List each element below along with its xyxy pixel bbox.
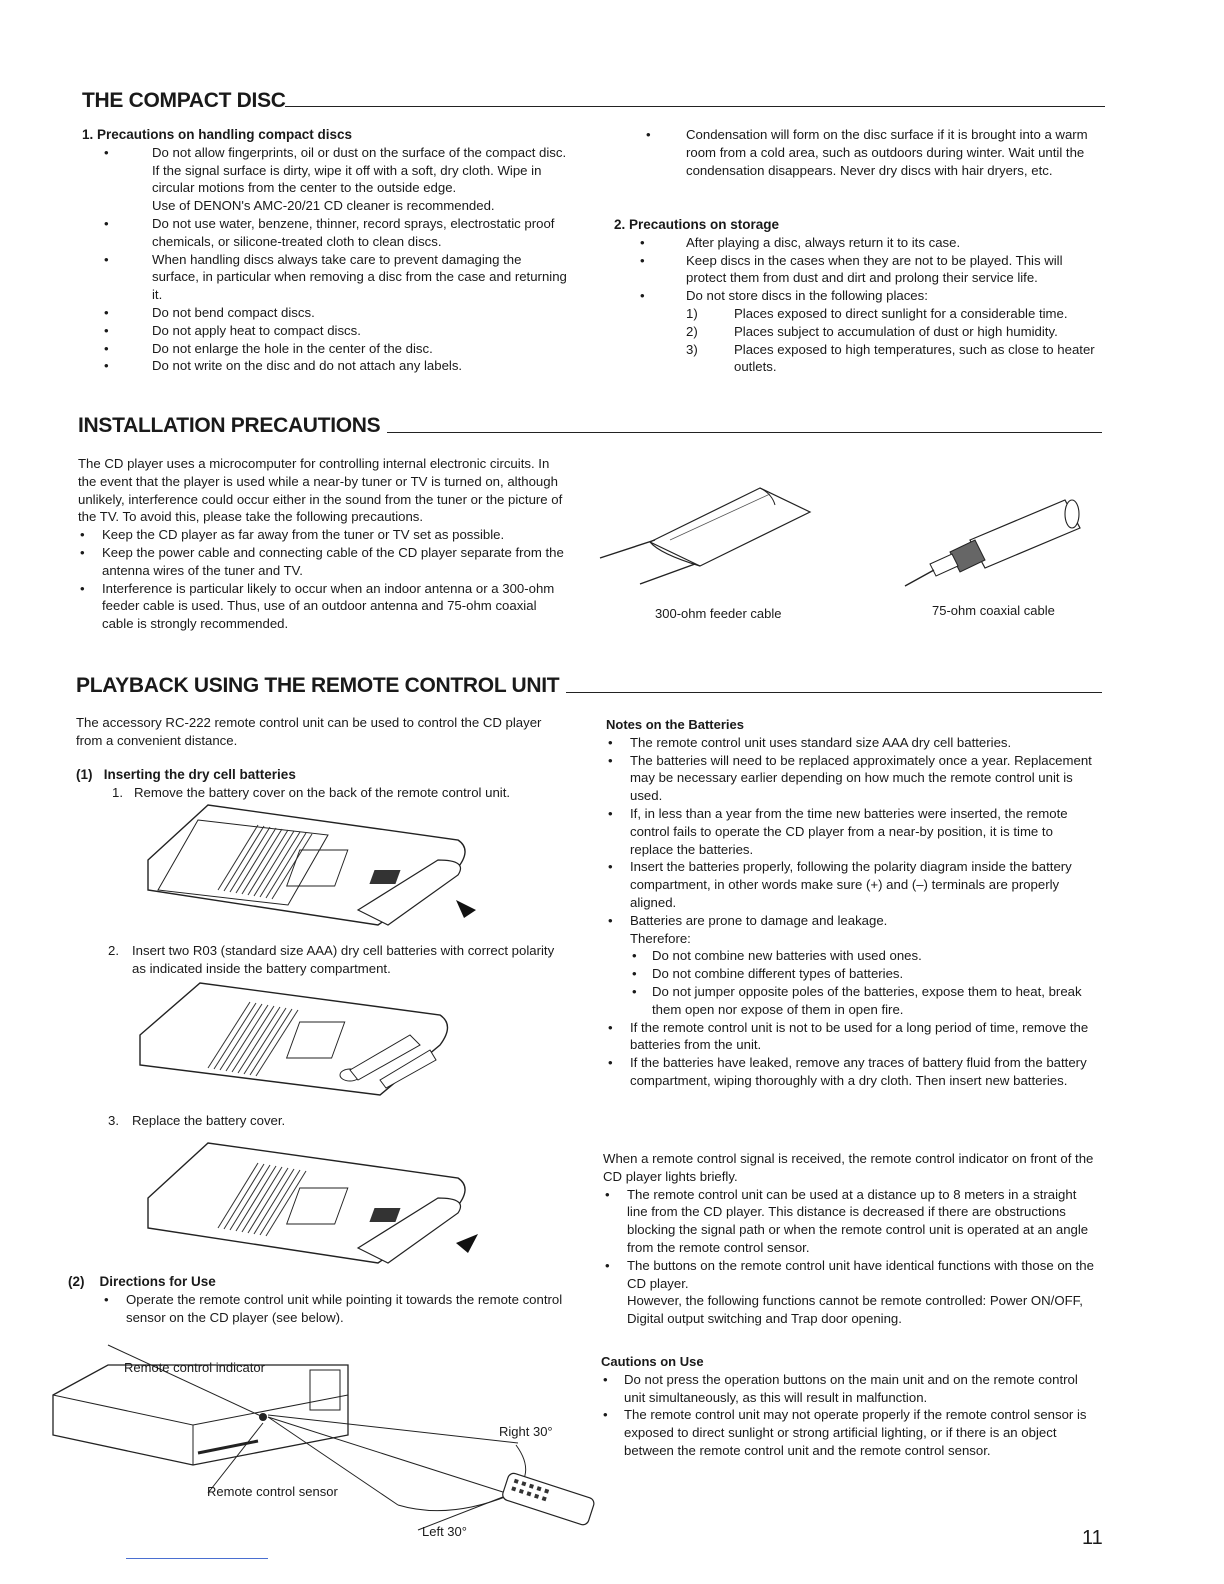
item-text: Do not write on the disc and do not attach any labels. bbox=[152, 358, 463, 374]
heading-remote: PLAYBACK USING THE REMOTE CONTROL UNIT bbox=[76, 674, 560, 697]
item-number: 2) bbox=[686, 323, 698, 339]
step-2 bbox=[76, 942, 566, 978]
item-text: Do not press the operation buttons on the main unit and on the remote control unit simultaneously, as this will result in malfunction. bbox=[624, 1371, 1078, 1405]
item-text: If the remote control unit is not to be used for a long period of time, remove the batteries from the unit. bbox=[630, 1019, 1089, 1053]
heading-compact-disc: THE COMPACT DISC bbox=[82, 89, 286, 112]
directions-title: Directions for Use bbox=[99, 1274, 216, 1289]
sub-list-item: • Do not combine new batteries with used ones. bbox=[630, 947, 1098, 965]
section-signal bbox=[603, 1150, 1098, 1328]
step-number: 1. bbox=[112, 784, 123, 800]
list-item: • The remote control unit uses standard size AAA dry cell batteries. bbox=[606, 734, 1098, 752]
signal-intro: When a remote control signal is received, the remote control indicator on front of the CD player lights briefly. bbox=[603, 1151, 1094, 1184]
item-text: After playing a disc, always return it to its case. bbox=[686, 234, 961, 250]
remote-battery-insert-illustration bbox=[130, 980, 470, 1100]
section-inserting bbox=[76, 766, 566, 802]
list-item: • Do not enlarge the hole in the center of the disc. bbox=[104, 340, 570, 358]
therefore-text: Therefore: bbox=[630, 930, 691, 946]
list-item: • Do not write on the disc and do not attach any labels. bbox=[104, 357, 570, 375]
item-text: Batteries are prone to damage and leakage. bbox=[630, 912, 888, 928]
heading-rule bbox=[566, 692, 1102, 693]
item-number: 1) bbox=[686, 305, 698, 321]
item-text: The buttons on the remote control unit have identical functions with those on the CD player. bbox=[627, 1257, 1094, 1291]
step-text: Insert two R03 (standard size AAA) dry cell batteries with correct polarity as indicated inside the battery compartment. bbox=[132, 943, 555, 976]
item-text: Keep the CD player as far away from the tuner or TV set as possible. bbox=[102, 527, 505, 543]
section-batteries-notes bbox=[606, 716, 1098, 1090]
list-item: • Interference is particular likely to occur when an indoor antenna or a 300-ohm feeder cable is used. Thus, use of an outdoor antenna and 75-ohm coaxial cable is strongly recommended. bbox=[78, 580, 566, 633]
item-text: Do not store discs in the following places: bbox=[686, 288, 928, 304]
item-text: Operate the remote control unit while pointing it towards the remote control sensor on the CD player (see below). bbox=[126, 1291, 563, 1325]
installation-intro: The CD player uses a microcomputer for controlling internal electronic circuits. In the event that the player is used while a near-by tuner or TV is turned on, although unlikely, interference could occur either in the sound from the tuner or the picture of the TV. To avoid this, please take the following precautions. bbox=[78, 456, 563, 525]
list-item: • Keep discs in the cases when they are not to be played. This will protect them from dust and dirt and prolong their service life. bbox=[640, 252, 1106, 288]
sub-list-item: • Do not combine different types of batteries. bbox=[630, 965, 1098, 983]
handling-title: 1. Precautions on handling compact discs bbox=[82, 127, 353, 142]
item-text: Insert the batteries properly, following the polarity diagram inside the battery compartment, in other words make sure (+) and (–) terminals are properly aligned. bbox=[630, 859, 1072, 910]
step-number: 3. bbox=[108, 1113, 119, 1128]
list-item: • Keep the CD player as far away from the tuner or TV set as possible. bbox=[78, 526, 566, 544]
item-text: Do not enlarge the hole in the center of the disc. bbox=[152, 340, 433, 356]
batteries-title: Notes on the Batteries bbox=[606, 717, 744, 732]
step-1 bbox=[76, 784, 566, 802]
inserting-num: (1) bbox=[76, 767, 93, 782]
item-text: Keep discs in the cases when they are not to be played. This will protect them from dust and dirt and prolong their service life. bbox=[686, 252, 1063, 286]
list-item: • Keep the power cable and connecting cable of the CD player separate from the antenna wires of the tuner and TV. bbox=[78, 544, 566, 580]
list-item: • Insert the batteries properly, following the polarity diagram inside the battery compartment, in other words make sure (+) and (–) terminals are properly aligned. bbox=[606, 858, 1098, 911]
list-item: • Do not use water, benzene, thinner, record sprays, electrostatic proof chemicals, or silicone-treated cloth to clean discs. bbox=[104, 215, 570, 251]
list-item: • Batteries are prone to damage and leakage. Therefore: • Do not combine new batteries with used ones. • Do not combine different types of batteries. • Do not jumper opposite poles of the batteries, expose them to heat, break them open nor expose of them in open fire. bbox=[606, 912, 1098, 1019]
list-item: • If, in less than a year from the time new batteries were inserted, the remote control fails to operate the CD player from a near-by position, it is time to replace the batteries. bbox=[606, 805, 1098, 858]
list-item: • Operate the remote control unit while pointing it towards the remote control sensor on the CD player (see below). bbox=[104, 1291, 566, 1327]
section-cautions bbox=[601, 1353, 1096, 1460]
feeder-caption: 300-ohm feeder cable bbox=[655, 606, 782, 621]
remote-cover-removal-illustration bbox=[138, 800, 488, 930]
step-number: 2. bbox=[108, 943, 119, 958]
page-number: 11 bbox=[1082, 1527, 1103, 1549]
heading-rule bbox=[285, 106, 1105, 107]
item-text: Places subject to accumulation of dust or high humidity. bbox=[734, 323, 1058, 339]
step-3 bbox=[76, 1112, 566, 1130]
list-item: • Do not press the operation buttons on the main unit and on the remote control unit simultaneously, as this will result in malfunction. bbox=[601, 1371, 1096, 1407]
list-item: • Do not allow fingerprints, oil or dust on the surface of the compact disc. If the signal surface is dirty, wipe it off with a soft, dry cloth. Wipe in circular motions from the center to the outside edge. Use of DENON's AMC-20/21 CD cleaner is recommended. bbox=[104, 144, 570, 215]
remote-intro: The accessory RC-222 remote control unit can be used to control the CD player from a convenient distance. bbox=[76, 715, 542, 748]
section-installation bbox=[78, 455, 566, 633]
item-text: Do not allow fingerprints, oil or dust on the surface of the compact disc. If the signal surface is dirty, wipe it off with a soft, dry cloth. Wipe in circular motions from the center to the outside edge. bbox=[152, 144, 567, 196]
item-text: Do not jumper opposite poles of the batteries, expose them to heat, break them open nor expose of them in open fire. bbox=[652, 983, 1082, 1017]
list-item: • If the remote control unit is not to be used for a long period of time, remove the batteries from the unit. bbox=[606, 1019, 1098, 1055]
heading-installation: INSTALLATION PRECAUTIONS bbox=[78, 414, 381, 437]
list-item: • Do not apply heat to compact discs. bbox=[104, 322, 570, 340]
however-text: However, the following functions cannot be remote controlled: Power ON/OFF, Digital output switching and Trap door opening. bbox=[627, 1293, 1083, 1327]
item-text: When handling discs always take care to prevent damaging the surface, in particular when removing a disc from the case and returning it. bbox=[152, 251, 567, 303]
item-text: Interference is particular likely to occur when an indoor antenna or a 300-ohm feeder cable is used. Thus, use of an outdoor antenna and 75-ohm coaxial cable is strongly recommended. bbox=[102, 580, 555, 632]
list-item bbox=[686, 305, 1106, 323]
list-item: • Do not store discs in the following places: bbox=[640, 287, 1106, 305]
list-item: • Do not bend compact discs. bbox=[104, 304, 570, 322]
storage-title: 2. Precautions on storage bbox=[614, 217, 780, 232]
coaxial-cable-illustration bbox=[900, 490, 1090, 595]
list-item: • If the batteries have leaked, remove any traces of battery fluid from the battery compartment, wiping thoroughly with a dry cloth. Then insert new batteries. bbox=[606, 1054, 1098, 1090]
list-item: • The remote control unit can be used at a distance up to 8 meters in a straight line from the CD player. This distance is decreased if there are obstructions blocking the signal path or when the remote control unit is operated at an angle from the remote control sensor. bbox=[603, 1186, 1098, 1257]
item-number: 3) bbox=[686, 341, 698, 357]
cleaner-note: Use of DENON's AMC-20/21 CD cleaner is recommended. bbox=[152, 198, 495, 214]
sensor-label: Remote control sensor bbox=[207, 1484, 338, 1499]
inserting-title: Inserting the dry cell batteries bbox=[103, 767, 296, 782]
item-text: Do not apply heat to compact discs. bbox=[152, 322, 361, 338]
item-text: The batteries will need to be replaced approximately once a year. Replacement may be necessary earlier depending on how much the remote control unit is used. bbox=[630, 752, 1092, 804]
feeder-cable-illustration bbox=[600, 480, 820, 595]
cautions-title: Cautions on Use bbox=[601, 1354, 704, 1369]
item-text: Places exposed to high temperatures, such as close to heater outlets. bbox=[734, 341, 1095, 375]
coax-caption: 75-ohm coaxial cable bbox=[932, 603, 1055, 618]
section-handling bbox=[82, 126, 570, 375]
item-text: Keep the power cable and connecting cable of the CD player separate from the antenna wires of the tuner and TV. bbox=[102, 544, 564, 578]
heading-rule bbox=[387, 432, 1102, 433]
indicator-label: Remote control indicator bbox=[124, 1360, 265, 1375]
list-item: • Condensation will form on the disc surface if it is brought into a warm room from a cold area, such as outdoors during winter. Wait until the condensation disappears. Never dry discs with hair dryers, etc. bbox=[640, 126, 1106, 179]
list-item: • The buttons on the remote control unit have identical functions with those on the CD player. However, the following functions cannot be remote controlled: Power ON/OFF, Digital output switching and Trap door opening. bbox=[603, 1257, 1098, 1328]
list-item bbox=[686, 341, 1106, 377]
list-item bbox=[686, 323, 1106, 341]
item-text: Do not bend compact discs. bbox=[152, 304, 315, 320]
directions-num: (2) bbox=[68, 1274, 85, 1289]
step-text: Replace the battery cover. bbox=[132, 1113, 286, 1128]
item-text: Places exposed to direct sunlight for a considerable time. bbox=[734, 305, 1068, 321]
item-text: The remote control unit can be used at a distance up to 8 meters in a straight line from the CD player. This distance is decreased if there are obstructions blocking the signal path or when the remote control unit is operated at an angle from the remote control sensor. bbox=[627, 1186, 1089, 1255]
step-text: Remove the battery cover on the back of the remote control unit. bbox=[134, 784, 511, 800]
section-directions bbox=[68, 1273, 566, 1326]
item-text: Condensation will form on the disc surface if it is brought into a warm room from a cold area, such as outdoors during winter. Wait until the condensation disappears. Never dry discs with hair dryers, etc. bbox=[686, 127, 1088, 178]
right-angle-label: Right 30° bbox=[499, 1424, 553, 1439]
sub-list-item: • Do not jumper opposite poles of the batteries, expose them to heat, break them open nor expose of them in open fire. bbox=[630, 983, 1098, 1019]
remote-cover-replace-illustration bbox=[138, 1138, 488, 1268]
left-angle-label: Left 30° bbox=[422, 1524, 467, 1539]
item-text: Do not use water, benzene, thinner, record sprays, electrostatic proof chemicals, or silicone-treated cloth to clean discs. bbox=[152, 215, 555, 249]
item-text: If, in less than a year from the time new batteries were inserted, the remote control fails to operate the CD player from a near-by position, it is time to replace the batteries. bbox=[630, 805, 1068, 857]
item-text: The remote control unit uses standard size AAA dry cell batteries. bbox=[630, 734, 1012, 750]
list-item: • The batteries will need to be replaced approximately once a year. Replacement may be necessary earlier depending on how much the remote control unit is used. bbox=[606, 752, 1098, 805]
item-text: If the batteries have leaked, remove any traces of battery fluid from the battery compartment, wiping thoroughly with a dry cloth. Then insert new batteries. bbox=[630, 1055, 1087, 1088]
section-storage bbox=[614, 216, 1106, 376]
item-text: Do not combine new batteries with used ones. bbox=[652, 948, 922, 964]
list-item: • The remote control unit may not operate properly if the remote control sensor is exposed to direct sunlight or strong artificial lighting, or if there is an object between the remote control unit and the remote control sensor. bbox=[601, 1406, 1096, 1459]
list-item: • When handling discs always take care to prevent damaging the surface, in particular when removing a disc from the case and returning it. bbox=[104, 251, 570, 304]
list-item: • After playing a disc, always return it to its case. bbox=[640, 234, 1106, 252]
item-text: Do not combine different types of batteries. bbox=[652, 966, 904, 982]
bottom-rule bbox=[126, 1558, 268, 1559]
item-text: The remote control unit may not operate properly if the remote control sensor is exposed to direct sunlight or strong artificial lighting, or if there is an object between the remote control unit and the remote control sensor. bbox=[624, 1407, 1087, 1458]
section-handling-cont bbox=[640, 126, 1106, 179]
